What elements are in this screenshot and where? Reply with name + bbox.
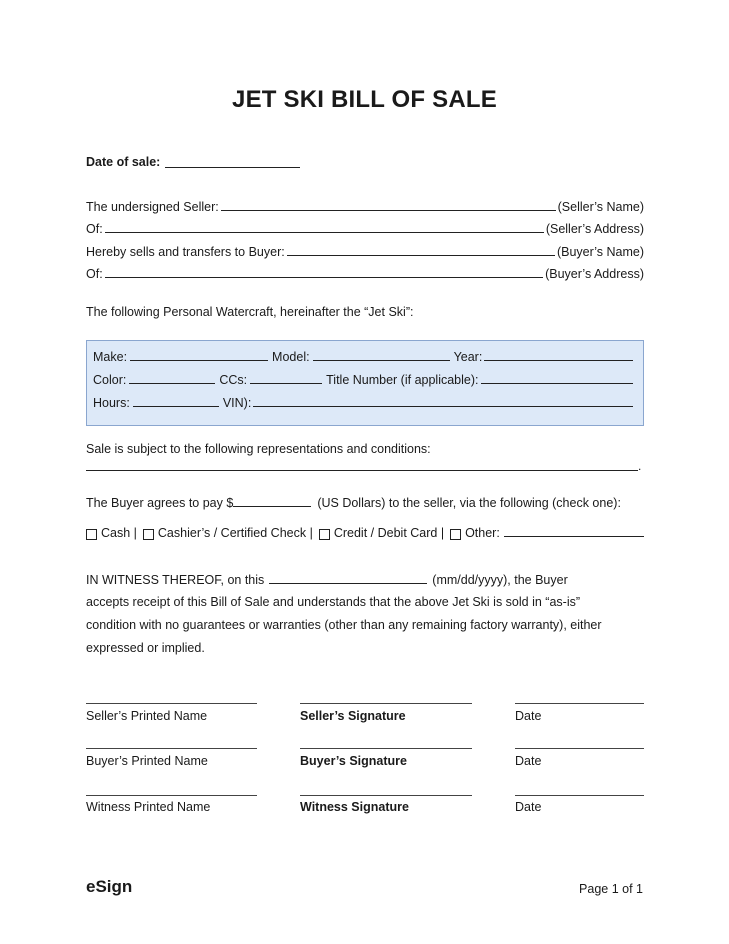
hours-field[interactable] xyxy=(133,396,219,407)
document-title: JET SKI BILL OF SALE xyxy=(232,86,497,113)
make-label: Make: xyxy=(93,350,128,364)
make-model-year-row xyxy=(93,348,635,364)
witness-printed-name-label: Witness Printed Name xyxy=(86,800,211,814)
payment-row xyxy=(86,494,644,510)
buyer-signature-line[interactable] xyxy=(300,748,472,749)
buyer-signature-label: Buyer’s Signature xyxy=(300,754,407,768)
buyer-printed-name-line[interactable] xyxy=(86,748,257,749)
payment-prefix: The Buyer agrees to pay $ xyxy=(86,496,234,510)
witness-line-2: accepts receipt of this Bill of Sale and understands that the above Jet Ski is sold in “as-is” xyxy=(86,595,581,609)
vin-field[interactable] xyxy=(253,406,633,407)
seller-date-line[interactable] xyxy=(515,703,644,704)
seller-address-row xyxy=(86,220,644,236)
witness-printed-name-line[interactable] xyxy=(86,795,257,796)
buyer-address-suffix: (Buyer’s Address) xyxy=(545,267,644,281)
witness-line-4: expressed or implied. xyxy=(86,641,205,655)
cashiers-check-checkbox[interactable] xyxy=(143,529,154,540)
payment-methods-row xyxy=(86,524,644,540)
payment-suffix: (US Dollars) to the seller, via the following (check one): xyxy=(317,496,621,510)
cash-label: Cash | xyxy=(101,526,137,540)
seller-printed-name-line[interactable] xyxy=(86,703,257,704)
buyer-label: Hereby sells and transfers to Buyer: xyxy=(86,245,285,259)
witness-date-field[interactable] xyxy=(269,573,427,584)
credit-debit-checkbox[interactable] xyxy=(319,529,330,540)
ccs-label: CCs: xyxy=(219,373,248,387)
buyer-address-row xyxy=(86,265,644,281)
seller-name-field[interactable] xyxy=(221,210,556,211)
buyer-date-label: Date xyxy=(515,754,542,768)
witness-row xyxy=(86,571,606,587)
color-ccs-title-row xyxy=(93,371,635,387)
title-number-label: Title Number (if applicable): xyxy=(326,373,479,387)
vin-label: VIN): xyxy=(222,396,252,410)
esign-logo: eSign xyxy=(86,877,133,896)
other-field[interactable] xyxy=(504,536,644,537)
model-field[interactable] xyxy=(313,350,450,361)
seller-name-row xyxy=(86,198,644,214)
year-label: Year: xyxy=(453,350,483,364)
title-number-field[interactable] xyxy=(481,383,634,384)
cashiers-check-label: Cashier’s / Certified Check | xyxy=(157,526,313,540)
seller-signature-line[interactable] xyxy=(300,703,472,704)
seller-of-label: Of: xyxy=(86,222,103,236)
witness-date-line[interactable] xyxy=(515,795,644,796)
seller-date-label: Date xyxy=(515,709,542,723)
witness-line-3: condition with no guarantees or warranties (other than any remaining factory warranty), either xyxy=(86,618,602,632)
color-label: Color: xyxy=(93,373,127,387)
model-label: Model: xyxy=(272,350,310,364)
date-of-sale-label: Date of sale: xyxy=(86,155,161,169)
conditions-field[interactable] xyxy=(86,470,638,471)
make-field[interactable] xyxy=(130,350,268,361)
other-label: Other: xyxy=(465,526,500,540)
buyer-name-row xyxy=(86,243,644,259)
hours-label: Hours: xyxy=(93,396,130,410)
seller-signature-label: Seller’s Signature xyxy=(300,709,406,723)
witness-suffix: (mm/dd/yyyy), the Buyer xyxy=(432,573,568,587)
credit-debit-label: Credit / Debit Card | xyxy=(333,526,445,540)
witness-prefix: IN WITNESS THEREOF, on this xyxy=(86,573,265,587)
page-number: Page 1 of 1 xyxy=(579,882,643,896)
seller-label: The undersigned Seller: xyxy=(86,200,219,214)
ccs-field[interactable] xyxy=(250,373,322,384)
cash-checkbox[interactable] xyxy=(86,529,97,540)
witness-signature-label: Witness Signature xyxy=(300,800,409,814)
watercraft-intro: The following Personal Watercraft, hereinafter the “Jet Ski”: xyxy=(86,305,414,319)
seller-address-suffix: (Seller’s Address) xyxy=(545,222,644,236)
other-checkbox[interactable] xyxy=(450,529,461,540)
seller-printed-name-label: Seller’s Printed Name xyxy=(86,709,208,723)
payment-amount-field[interactable] xyxy=(233,496,311,507)
buyer-name-suffix: (Buyer’s Name) xyxy=(556,245,644,259)
watercraft-details-box xyxy=(86,340,644,426)
color-field[interactable] xyxy=(129,373,215,384)
witness-date-label: Date xyxy=(515,800,542,814)
buyer-address-field[interactable] xyxy=(105,277,543,278)
seller-address-field[interactable] xyxy=(105,232,544,233)
conditions-text: Sale is subject to the following representations and conditions: xyxy=(86,442,431,456)
buyer-printed-name-label: Buyer’s Printed Name xyxy=(86,754,208,768)
buyer-name-field[interactable] xyxy=(287,255,555,256)
year-field[interactable] xyxy=(484,360,633,361)
buyer-date-line[interactable] xyxy=(515,748,644,749)
buyer-of-label: Of: xyxy=(86,267,103,281)
hours-vin-row xyxy=(93,394,635,410)
conditions-period: . xyxy=(638,459,642,473)
seller-name-suffix: (Seller’s Name) xyxy=(557,200,644,214)
witness-signature-line[interactable] xyxy=(300,795,472,796)
date-of-sale-field[interactable] xyxy=(165,157,300,168)
